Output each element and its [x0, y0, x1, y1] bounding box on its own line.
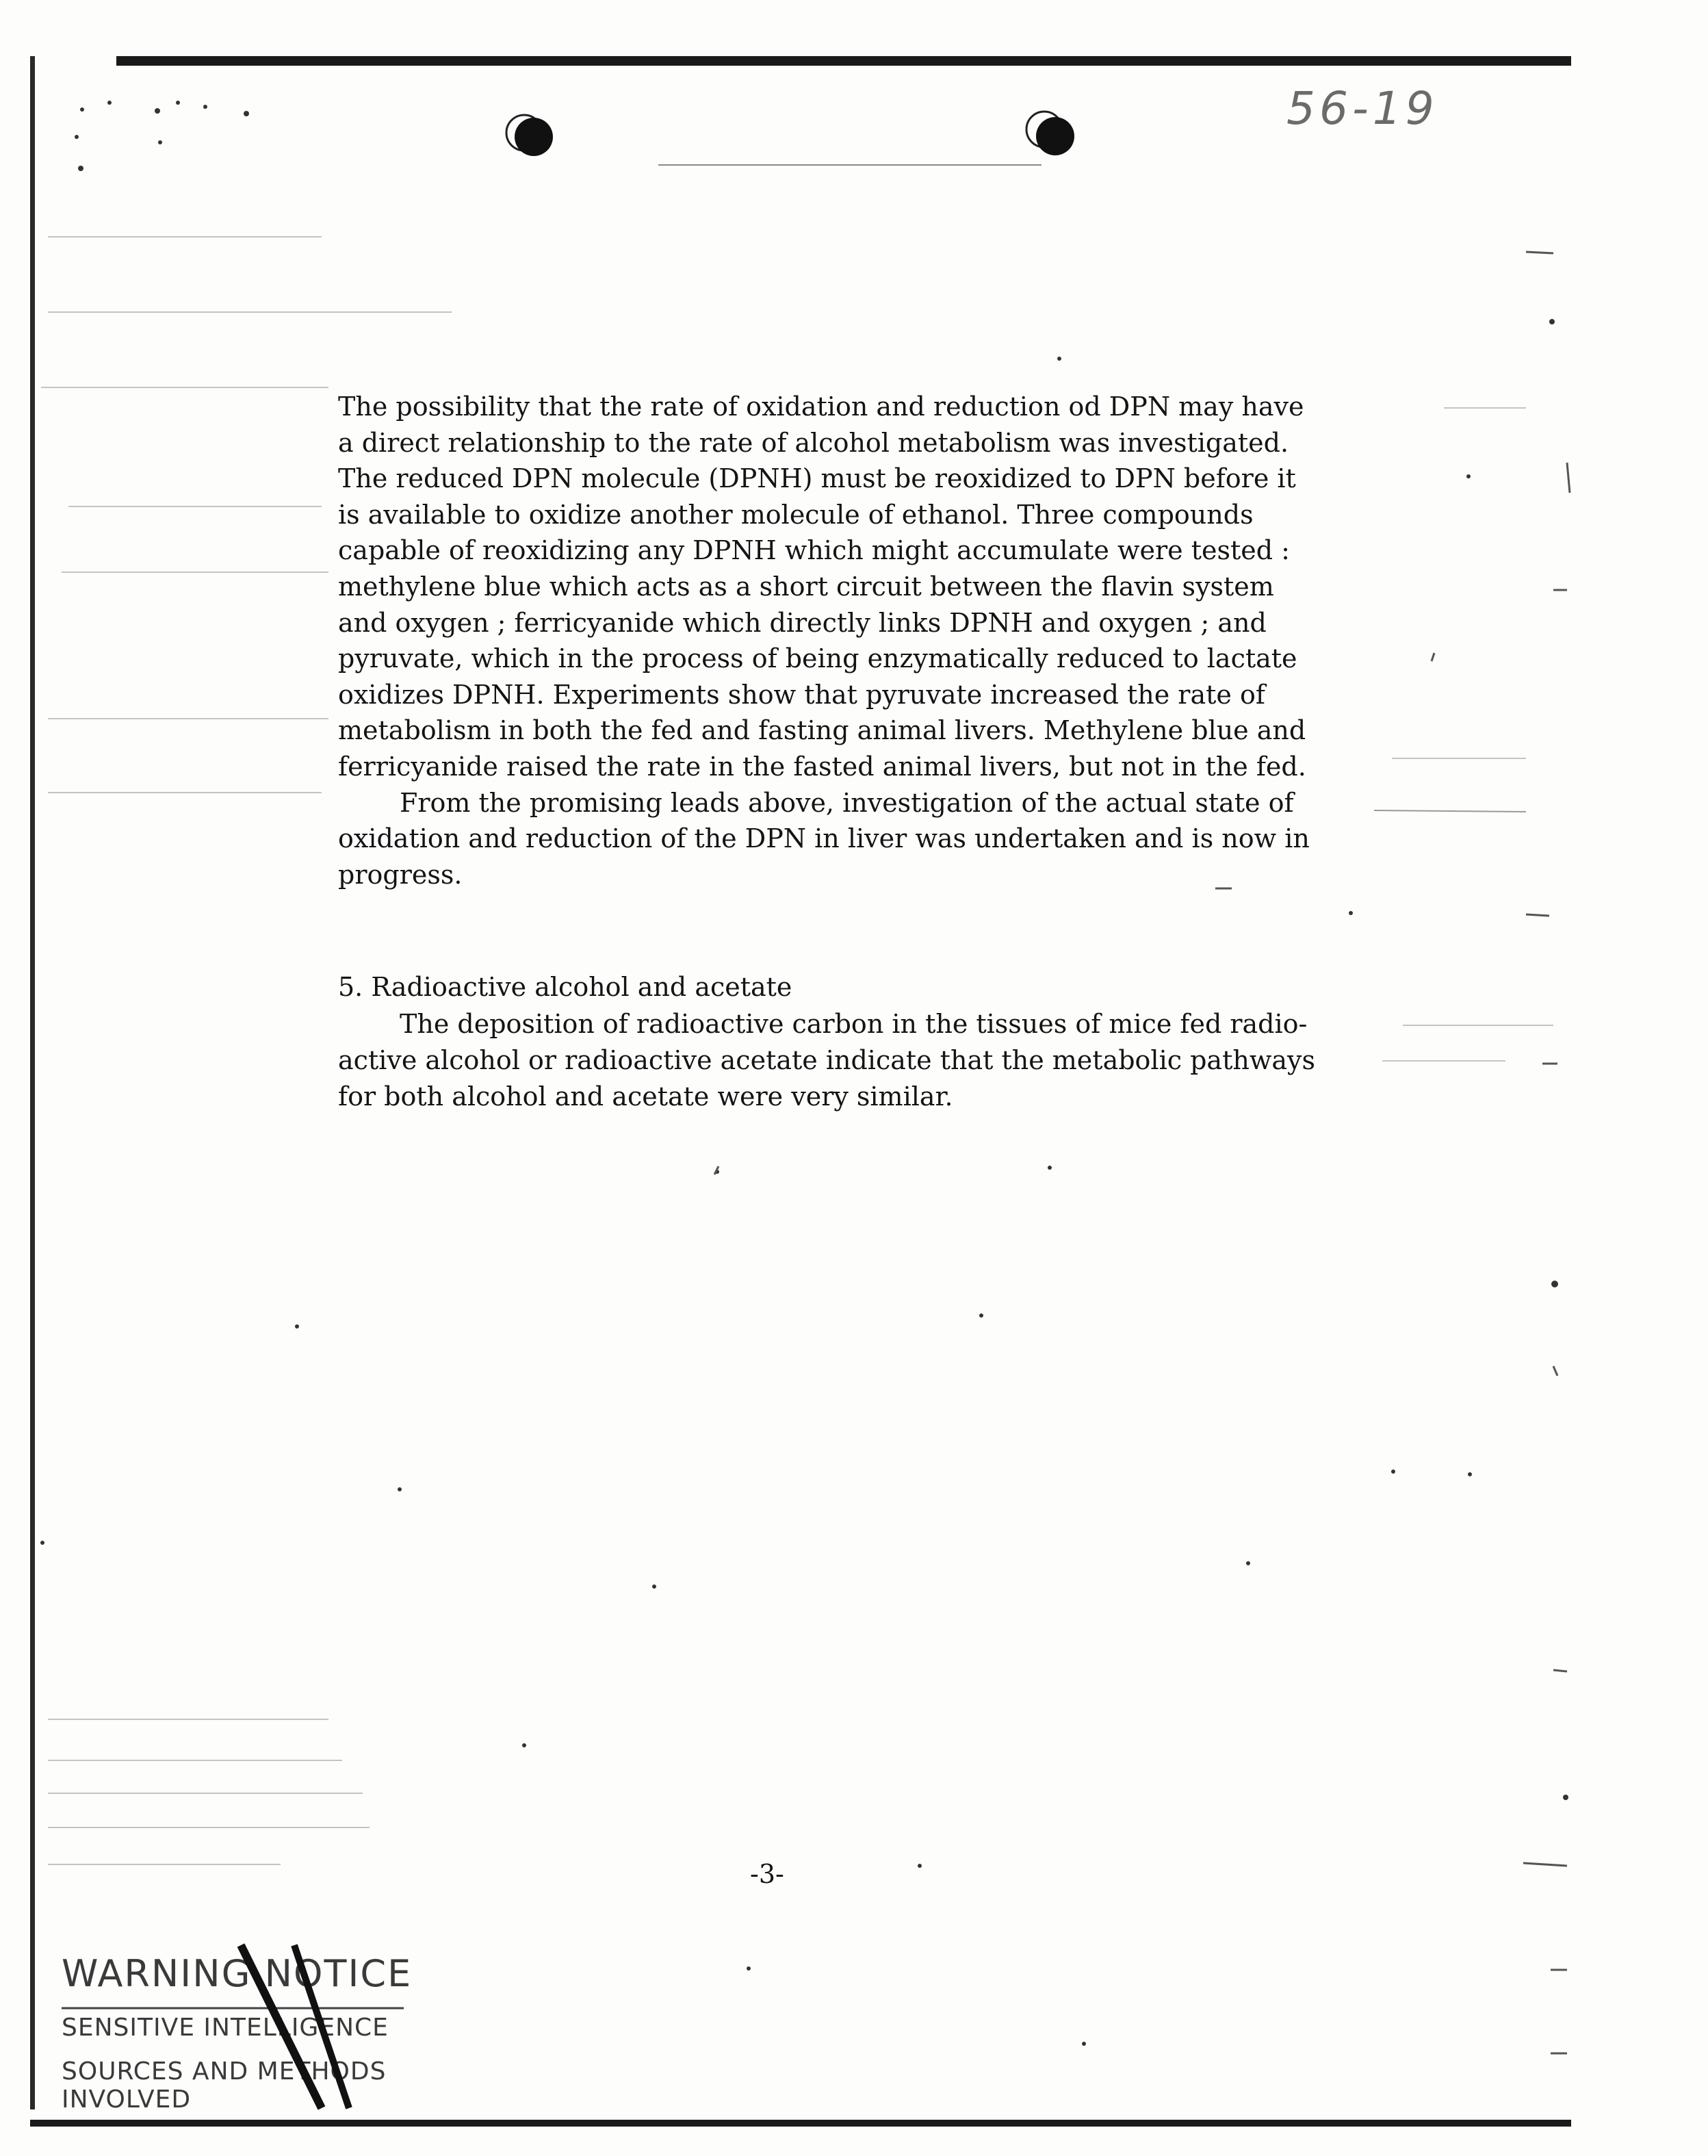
text-line: capable of reoxidizing any DPNH which might accumulate were tested : [338, 535, 1290, 566]
handwritten-code: 56-19 [1286, 82, 1438, 135]
paragraph-leads [338, 785, 1419, 893]
paragraph-dpn [338, 389, 1419, 785]
body-text [338, 389, 1419, 893]
text-line: for both alcohol and acetate were very similar. [338, 1081, 953, 1112]
stamp-line-2: SENSITIVE INTELLIGENCE [62, 2014, 389, 2042]
page-number: -3- [750, 1859, 784, 1889]
text-line: oxidation and reduction of the DPN in liver was undertaken and is now in [338, 823, 1310, 854]
text-line: pyruvate, which in the process of being enzymatically reduced to lactate [338, 643, 1297, 674]
section-paragraph [338, 1006, 1315, 1115]
text-line: From the promising leads above, investigation of the actual state of [400, 787, 1294, 818]
section-heading: 5. Radioactive alcohol and acetate [338, 972, 792, 1002]
text-line: oxidizes DPNH. Experiments show that pyruvate increased the rate of [338, 679, 1265, 710]
text-line: progress. [338, 859, 463, 890]
text-line: is available to oxidize another molecule of ethanol. Three compounds [338, 499, 1254, 530]
text-line: and oxygen ; ferricyanide which directly links DPNH and oxygen ; and [338, 607, 1267, 638]
text-line: The possibility that the rate of oxidation and reduction od DPN may have [338, 392, 1304, 422]
stamp-strike-marks [62, 1937, 472, 2115]
text-line: The deposition of radioactive carbon in the tissues of mice fed radio- [400, 1009, 1308, 1039]
text-line: metabolism in both the fed and fasting animal livers. Methylene blue and [338, 715, 1306, 746]
text-line: methylene blue which acts as a short circuit between the flavin system [338, 571, 1274, 602]
text-line: ferricyanide raised the rate in the fasted animal livers, but not in the fed. [338, 751, 1306, 782]
text-line: active alcohol or radioactive acetate indicate that the metabolic pathways [338, 1045, 1315, 1075]
text-line: a direct relationship to the rate of alcohol metabolism was investigated. [338, 427, 1289, 458]
warning-stamp [62, 1937, 472, 2115]
stamp-line-3: SOURCES AND METHODS INVOLVED [62, 2057, 387, 2114]
stamp-title: WARNING NOTICE [62, 1952, 413, 1995]
text-line: The reduced DPN molecule (DPNH) must be reoxidized to DPN before it [338, 463, 1296, 494]
